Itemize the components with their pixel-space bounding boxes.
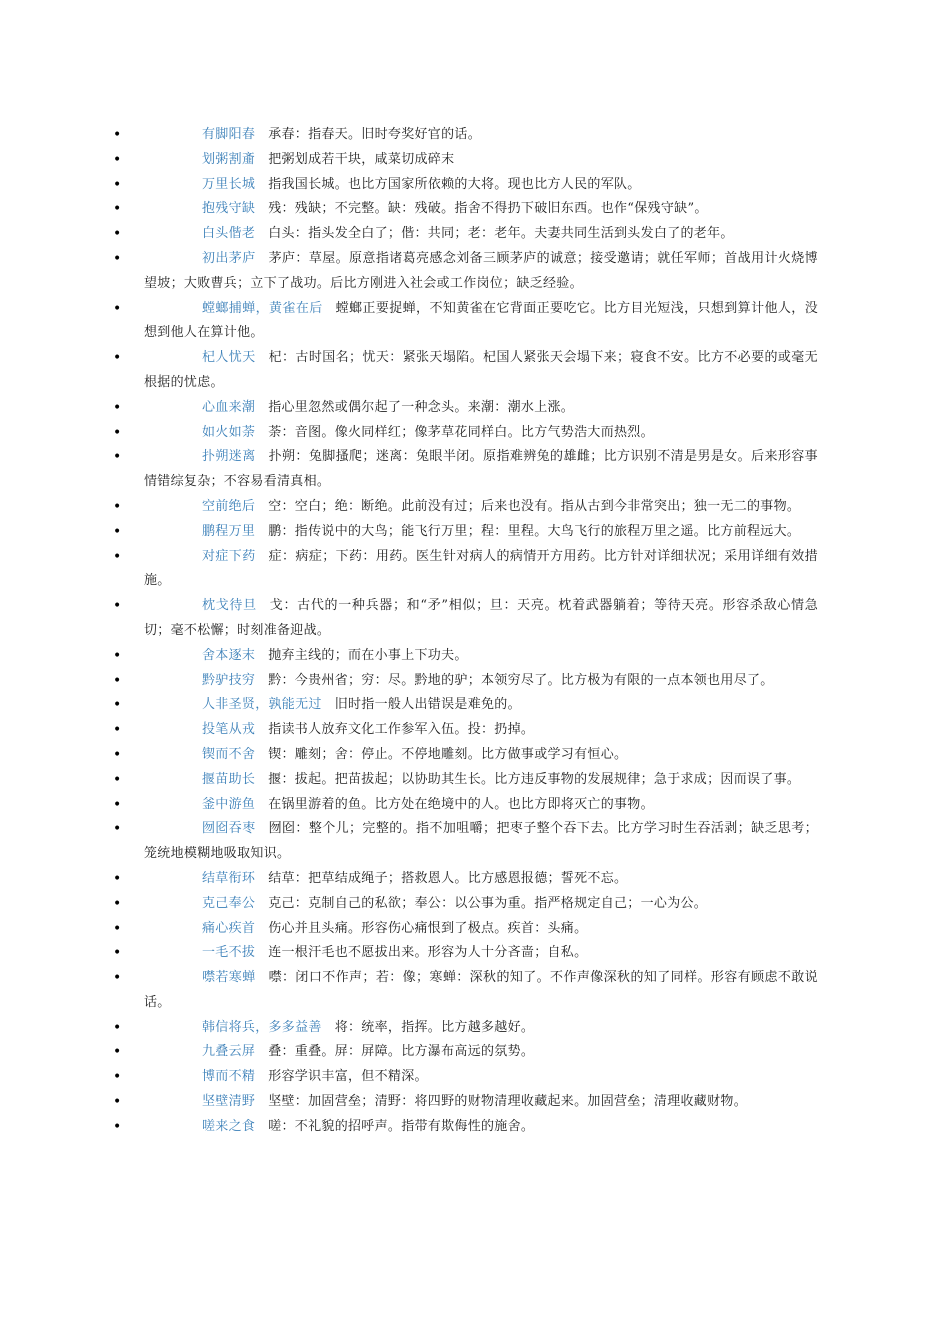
entry-text <box>144 545 818 595</box>
bullet-icon: • <box>113 796 122 813</box>
entry-text <box>144 669 818 694</box>
bullet-icon: • <box>113 1094 122 1111</box>
idiom-definition: 嗟：不礼貌的招呼声。指带有欺侮性的施舍。 <box>268 1118 535 1134</box>
idiom-term: 白头偕老 <box>202 226 256 242</box>
list-item <box>0 197 950 222</box>
list-item <box>0 346 950 396</box>
entry-text <box>144 1040 818 1065</box>
entry-text <box>144 817 818 867</box>
idiom-term: 万里长城 <box>202 176 256 192</box>
list-item <box>0 148 950 173</box>
entry-text <box>144 718 818 743</box>
list-item <box>0 1016 950 1041</box>
list-item <box>0 445 950 495</box>
list-item <box>0 1065 950 1090</box>
entry-text <box>144 1016 818 1041</box>
entry-text <box>144 197 818 222</box>
idiom-term: 投笔从戎 <box>202 722 256 738</box>
idiom-definition: 形容学识丰富，但不精深。 <box>268 1069 428 1085</box>
idiom-term: 嗟来之食 <box>202 1118 256 1134</box>
idiom-term: 囫囵吞枣 <box>202 821 256 837</box>
bullet-icon: • <box>113 449 122 466</box>
idiom-term: 克己奉公 <box>202 895 256 911</box>
idiom-definition: 旧时指一般人出错误是难免的。 <box>334 697 521 713</box>
bullet-icon: • <box>113 1044 122 1061</box>
list-item <box>0 520 950 545</box>
bullet-icon: • <box>113 722 122 739</box>
list-item <box>0 247 950 297</box>
entry-text <box>144 520 818 545</box>
entry-text <box>144 793 818 818</box>
idiom-term: 揠苗助长 <box>202 771 256 787</box>
idiom-definition: 承春：指春天。旧时夸奖好官的话。 <box>268 127 482 142</box>
list-item <box>0 917 950 942</box>
entry-text <box>144 644 818 669</box>
list-item <box>0 1090 950 1115</box>
bullet-icon: • <box>113 970 122 987</box>
bullet-icon: • <box>113 895 122 912</box>
idiom-definition: 将：统率，指挥。比方越多越好。 <box>334 1019 535 1035</box>
idiom-term: 博而不精 <box>202 1069 256 1085</box>
idiom-definition: 戈：古代的一种兵器；和“矛”相似；旦：天亮。枕着武器躺着；等待天亮。形容杀敌心情急切；毫不松懈；时刻准备迎战。 <box>144 598 818 638</box>
bullet-icon: • <box>113 920 122 937</box>
entry-text <box>144 1065 818 1090</box>
bullet-icon: • <box>113 498 122 515</box>
idiom-term: 心血来潮 <box>202 399 256 415</box>
entry-text <box>144 917 818 942</box>
idiom-term: 痛心疾首 <box>202 920 256 936</box>
entry-text <box>144 693 818 718</box>
bullet-icon: • <box>113 201 122 218</box>
bullet-icon: • <box>113 598 122 615</box>
idiom-term: 釜中游鱼 <box>202 796 256 812</box>
bullet-icon: • <box>113 821 122 838</box>
bullet-icon: • <box>113 548 122 565</box>
list-item <box>0 793 950 818</box>
idiom-definition: 杞：古时国名；忧天：紧张天塌陷。杞国人紧张天会塌下来；寝食不安。比方不必要的或毫无根据的忧虑。 <box>144 350 818 390</box>
list-item <box>0 941 950 966</box>
idiom-term: 螳螂捕蝉，黄雀在后 <box>202 300 323 316</box>
bullet-icon: • <box>113 424 122 441</box>
bullet-icon: • <box>113 226 122 243</box>
bullet-icon: • <box>113 1019 122 1036</box>
idiom-term: 对症下药 <box>202 548 256 564</box>
idiom-definition: 指我国长城。也比方国家所依赖的大将。现也比方人民的军队。 <box>268 176 641 192</box>
list-item <box>0 1040 950 1065</box>
bullet-icon: • <box>113 945 122 962</box>
idiom-definition: 叠：重叠。屏：屏障。比方瀑布高远的氛势。 <box>268 1044 535 1060</box>
idiom-term: 扑朔迷离 <box>202 449 256 465</box>
bullet-icon: • <box>113 1069 122 1086</box>
idiom-definition: 连一根汗毛也不愿拔出来。形容为人十分吝啬；自私。 <box>268 945 588 961</box>
entry-text <box>144 148 818 173</box>
list-item <box>0 817 950 867</box>
entry-text <box>144 173 818 198</box>
idiom-term: 一毛不拔 <box>202 945 256 961</box>
list-item <box>0 594 950 644</box>
idiom-term: 噤若寒蝉 <box>202 970 256 986</box>
idiom-definition: 茅庐：草屋。原意指诸葛亮感念刘备三顾茅庐的诚意；接受邀请；就任军师；首战用计火烧博望坡；大败曹兵；立下了战功。后比方刚进入社会或工作岗位；缺乏经验。 <box>144 250 818 291</box>
idiom-term: 初出茅庐 <box>202 250 256 266</box>
idiom-definition: 伤心并且头痛。形容伤心痛恨到了极点。疾首：头痛。 <box>268 920 588 936</box>
idiom-term: 韩信将兵，多多益善 <box>202 1019 322 1035</box>
list-item <box>0 421 950 446</box>
list-item <box>0 396 950 421</box>
list-item <box>0 693 950 718</box>
entry-text <box>144 941 818 966</box>
list-item <box>0 297 950 347</box>
idiom-term: 人非圣贤，孰能无过 <box>202 697 322 713</box>
bullet-icon: • <box>113 697 122 714</box>
bullet-icon: • <box>113 176 122 193</box>
idiom-definition: 把粥划成若干块，咸菜切成碎末 <box>268 151 455 167</box>
idiom-term: 有脚阳春 <box>202 127 256 142</box>
idiom-definition: 在锅里游着的鱼。比方处在绝境中的人。也比方即将灭亡的事物。 <box>268 796 654 812</box>
idiom-definition: 空：空白；绝：断绝。此前没有过；后来也没有。指从古到今非常突出；独一无二的事物。 <box>268 498 801 514</box>
idiom-definition: 指心里忽然或偶尔起了一种念头。来潮：潮水上涨。 <box>268 399 575 415</box>
idiom-definition: 坚壁：加固营垒；清野：将四野的财物清理收藏起来。加固营垒；清理收藏财物。 <box>268 1094 748 1110</box>
idiom-definition: 鹏：指传说中的大鸟；能飞行万里；程：里程。大鸟飞行的旅程万里之遥。比方前程远大。 <box>268 523 801 539</box>
idiom-list <box>0 123 950 1140</box>
idiom-definition: 扑朔：兔脚搔爬；迷离：兔眼半闭。原指难辨兔的雄雌；比方识别不清是男是女。后来形容事情错综复杂；不容易看清真相。 <box>144 449 818 490</box>
idiom-definition: 噤：闭口不作声；若：像；寒蝉：深秋的知了。不作声像深秋的知了同样。形容有顾虑不敢说话。 <box>144 970 818 1010</box>
list-item <box>0 1115 950 1140</box>
bullet-icon: • <box>113 523 122 540</box>
list-item <box>0 123 950 148</box>
list-item <box>0 669 950 694</box>
idiom-definition: 抛弃主线的；而在小事上下功夫。 <box>268 647 468 663</box>
bullet-icon: • <box>113 350 122 367</box>
entry-text <box>144 421 818 446</box>
idiom-term: 抱残守缺 <box>202 201 256 217</box>
idiom-definition: 白头：指头发全白了；偕：共同；老：老年。夫妻共同生活到头发白了的老年。 <box>268 226 734 242</box>
idiom-definition: 结草：把草结成绳子；搭救恩人。比方感恩报德；誓死不忘。 <box>268 870 628 886</box>
bullet-icon: • <box>113 250 122 267</box>
idiom-definition: 残：残缺；不完整。缺：残破。指舍不得扔下破旧东西。也作“保残守缺”。 <box>268 201 708 217</box>
entry-text <box>144 892 818 917</box>
idiom-definition: 克己：克制自己的私欲；奉公：以公事为重。指严格规定自己；一心为公。 <box>268 895 708 911</box>
idiom-definition: 症：病症；下药：用药。医生针对病人的病情开方用药。比方针对详细状况；采用详细有效措施。 <box>144 548 818 589</box>
entry-text <box>144 445 818 495</box>
entry-text <box>144 247 818 297</box>
idiom-term: 结草衔环 <box>202 870 256 886</box>
list-item <box>0 545 950 595</box>
bullet-icon: • <box>113 151 122 168</box>
idiom-term: 如火如荼 <box>202 424 256 440</box>
bullet-icon: • <box>113 672 122 689</box>
entry-text <box>144 1090 818 1115</box>
list-item <box>0 892 950 917</box>
bullet-icon: • <box>113 127 122 143</box>
idiom-definition: 揠：拔起。把苗拔起；以协助其生长。比方违反事物的发展规律；急于求成；因而误了事。 <box>268 771 801 787</box>
entry-text <box>144 123 818 148</box>
entry-text <box>144 743 818 768</box>
bullet-icon: • <box>113 771 122 788</box>
list-item <box>0 718 950 743</box>
idiom-term: 空前绝后 <box>202 498 256 514</box>
list-item <box>0 966 950 1016</box>
list-item <box>0 743 950 768</box>
idiom-term: 九叠云屏 <box>202 1044 256 1060</box>
entry-text <box>144 594 818 644</box>
bullet-icon: • <box>113 300 122 317</box>
entry-text <box>144 1115 818 1140</box>
list-item <box>0 173 950 198</box>
bullet-icon: • <box>113 399 122 416</box>
idiom-term: 舍本逐末 <box>202 647 256 663</box>
idiom-definition: 指读书人放弃文化工作参军入伍。投：扔掉。 <box>268 722 535 738</box>
entry-text <box>144 495 818 520</box>
idiom-definition: 黔：今贵州省；穷：尽。黔地的驴；本领穷尽了。比方极为有限的一点本领也用尽了。 <box>268 672 774 688</box>
list-item <box>0 644 950 669</box>
idiom-term: 坚壁清野 <box>202 1094 256 1110</box>
entry-text <box>144 297 818 347</box>
idiom-definition: 螳螂正要捉蝉，不知黄雀在它背面正要吃它。比方目光短浅，只想到算计他人，没想到他人在算计他。 <box>144 300 818 341</box>
bullet-icon: • <box>113 1118 122 1135</box>
list-item <box>0 768 950 793</box>
idiom-term: 黔驴技穷 <box>202 672 256 688</box>
bullet-icon: • <box>113 647 122 664</box>
idiom-term: 划粥割齑 <box>202 151 256 167</box>
entry-text <box>144 222 818 247</box>
entry-text <box>144 966 818 1016</box>
idiom-definition: 囫囵：整个儿；完整的。指不加咀嚼；把枣子整个吞下去。比方学习时生吞活剥；缺乏思考；笼统地模糊地吸取知识。 <box>144 821 818 862</box>
entry-text <box>144 867 818 892</box>
list-item <box>0 495 950 520</box>
idiom-term: 锲而不舍 <box>202 746 256 762</box>
idiom-term: 枕戈待旦 <box>202 598 257 614</box>
bullet-icon: • <box>113 870 122 887</box>
bullet-icon: • <box>113 746 122 763</box>
list-item <box>0 867 950 892</box>
idiom-definition: 荼：音图。像火同样红；像茅草花同样白。比方气势浩大而热烈。 <box>268 424 654 440</box>
entry-text <box>144 768 818 793</box>
idiom-term: 杞人忧天 <box>202 350 256 366</box>
entry-text <box>144 396 818 421</box>
idiom-definition: 锲：雕刻；舍：停止。不停地雕刻。比方做事或学习有恒心。 <box>268 746 628 762</box>
idiom-term: 鹏程万里 <box>202 523 256 539</box>
list-item <box>0 222 950 247</box>
entry-text <box>144 346 818 396</box>
